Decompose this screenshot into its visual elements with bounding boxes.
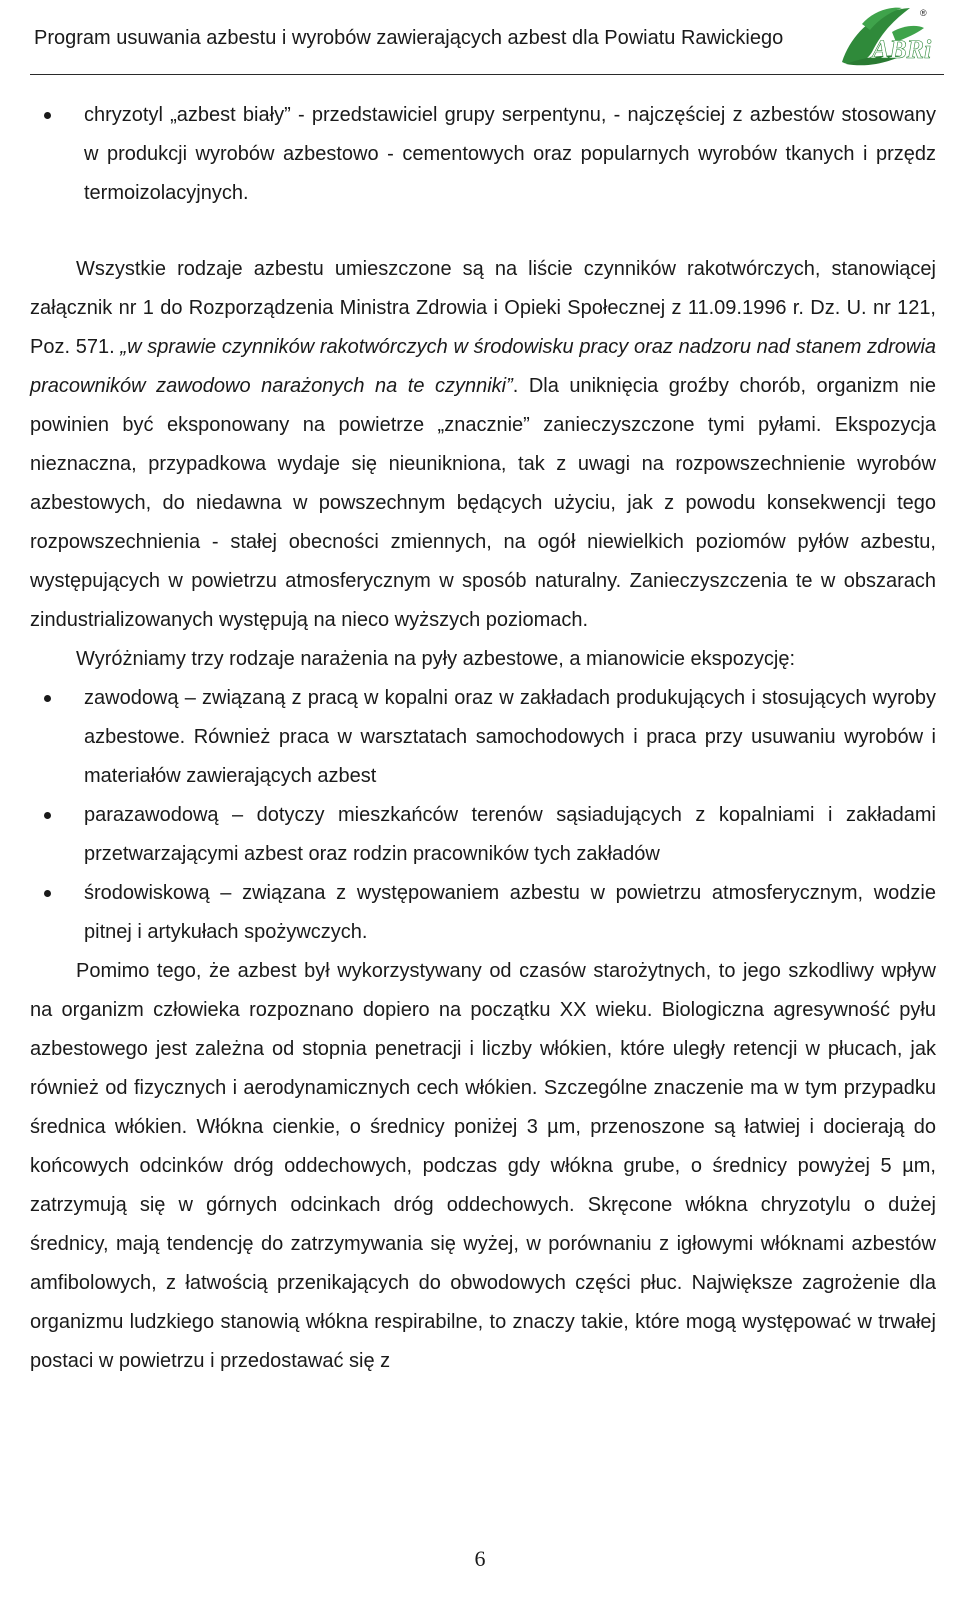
paragraph-spacer [30, 213, 936, 250]
logo-text: ABRi [872, 35, 932, 64]
header-title: Program usuwania azbestu i wyrobów zawierających azbest dla Powiatu Rawickiego [34, 27, 784, 49]
page-header [0, 0, 960, 76]
list-item-text: chryzotyl „azbest biały” - przedstawiciel grupy serpentynu, - najczęściej z azbestów stosowany w produkcji wyrobów azbestowo - cementowych oraz popularnych wyrobów tkanych i przędz termoizolacyjnych. [84, 104, 936, 204]
paragraph: Pomimo tego, że azbest był wykorzystywany od czasów starożytnych, to jego szkodliwy wpływ na organizm człowieka rozpoznano dopiero na początku XX wieku. Biologiczna agresywność pyłu azbestowego jest zależna od stopnia penetracji i liczby włókien, które uległy retencji w płucach, jak również od fizycznych i aerodynamicznych cech włókien. Szczególne znaczenie ma w tym przypadku średnica włókien. Włókna cienkie, o średnicy poniżej 3 µm, przenoszone są łatwiej i docierają do końcowych odcinków dróg oddechowych, podczas gdy włókna grube, o średnicy powyżej 5 µm, zatrzymują się w górnych odcinkach dróg oddechowych. Skręcone włókna chryzotylu o dużej średnicy, mają tendencję do zatrzymywania się wyżej, w porównaniu z igłowymi włóknami azbestów amfibolowych, z łatwością przenikających do obwodowych części płuc. Największe zagrożenie dla organizmu ludzkiego stanowią włókna respirabilne, to znaczy takie, które mogą występować w trwałej postaci w powietrzu i przedostawać się z [30, 960, 936, 1372]
list-item [30, 874, 936, 952]
list-item-text: środowiskową – związana z występowaniem azbestu w powietrzu atmosferycznym, wodzie pitnej i artykułach spożywczych. [84, 882, 936, 943]
bullet-icon [44, 890, 51, 897]
bullet-icon [44, 812, 51, 819]
paragraph [30, 250, 936, 640]
paragraph-text: . Dla uniknięcia groźby chorób, organizm nie powinien być eksponowany na powietrze „znacznie” zanieczyszczone tymi pyłami. Ekspozycja nieznaczna, przypadkowa wydaje się nieunikniona, tak z uwagi na rozpowszechnienie wyrobów azbestowych, do niedawna w powszechnym będących użyciu, jak z powodu konsekwencji tego rozpowszechnienia - stałej obecności zmiennych, na ogół niewielkich poziomów pyłów azbestu, występujących w powietrzu atmosferycznym w sposób naturalny. Zanieczyszczenia te w obszarach zindustrializowanych występują na nieco wyższych poziomach. [30, 375, 936, 631]
document-body [30, 96, 936, 1381]
header-divider [30, 74, 944, 75]
abri-logo-icon [832, 2, 932, 74]
list-item [30, 796, 936, 874]
regulation-title: „w sprawie czynników rakotwórczych w środowisku pracy oraz nadzoru nad stanem zdrowia pracowników zawodowo narażonych na te czynniki” [30, 336, 937, 397]
bullet-icon [44, 112, 51, 119]
page-number: 6 [474, 1546, 486, 1571]
list-item [30, 679, 936, 796]
bullet-icon [44, 695, 51, 702]
registered-mark: ® [920, 8, 927, 18]
list-item-text: parazawodową – dotyczy mieszkańców terenów sąsiadujących z kopalniami i zakładami przetwarzającymi azbest oraz rodzin pracowników tych zakładów [84, 804, 936, 865]
paragraph: Wyróżniamy trzy rodzaje narażenia na pyły azbestowe, a mianowicie ekspozycję: [76, 648, 796, 670]
paragraph-text: Wszystkie rodzaje azbestu umieszczone są na liście czynników rakotwórczych, stanowiącej załącznik nr 1 do Rozporządzenia Ministra Zdrowia i Opieki Społecznej z 11.09.1996 r. Dz. U. nr 121, Poz. 571. [30, 258, 936, 358]
list-item-text: zawodową – związaną z pracą w kopalni oraz w zakładach produkujących i stosujących wyroby azbestowe. Również praca w warsztatach samochodowych i praca przy usuwaniu wyrobów i materiałów zawierających azbest [84, 687, 936, 787]
list-item [30, 96, 936, 213]
